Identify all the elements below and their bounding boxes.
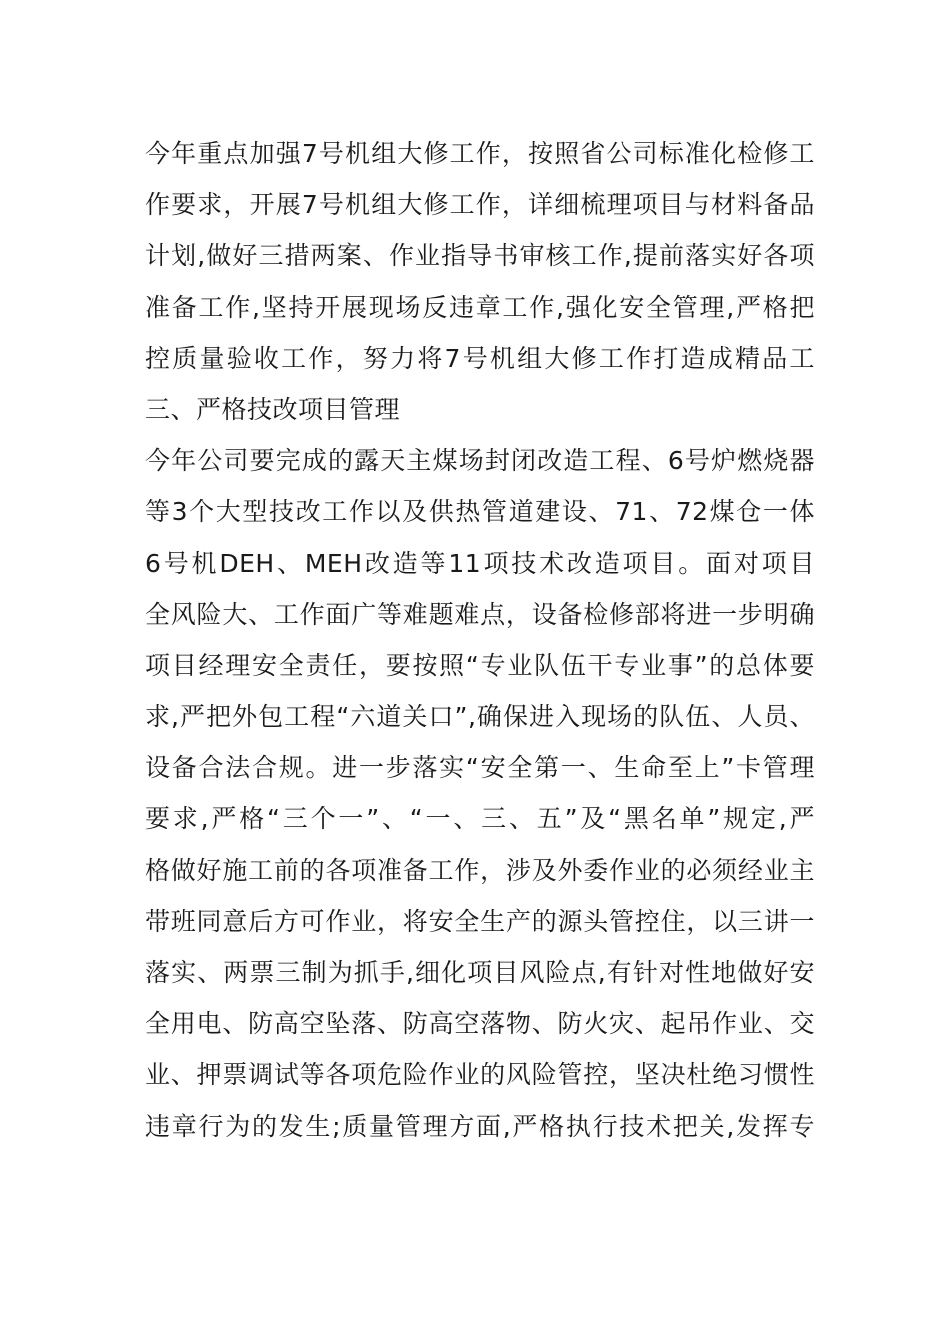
text-line: 违章行为的发生;质量管理方面,严格执行技术把关,发挥专 xyxy=(145,1111,815,1141)
text-line: 要求,严格“三个一”、“一、三、五”及“黑名单”规定,严 xyxy=(145,804,815,834)
text-line: 今年公司要完成的露天主煤场封闭改造工程、6号炉燃烧器 xyxy=(145,446,815,476)
text-line: 项目经理安全责任，要按照“专业队伍干专业事”的总体要 xyxy=(145,650,815,680)
section-heading: 三、严格技改项目管理 xyxy=(145,394,401,424)
paragraph-maintenance xyxy=(145,128,815,384)
text-line: 准备工作,坚持开展现场反违章工作,强化安全管理,严格把 xyxy=(145,292,815,322)
document-body xyxy=(145,128,815,1152)
text-line: 设备合法合规。进一步落实“安全第一、生命至上”卡管理 xyxy=(145,753,815,783)
text-line: 全用电、防高空坠落、防高空落物、防火灾、起吊作业、交 xyxy=(145,1009,815,1039)
text-line: 带班同意后方可作业，将安全生产的源头管控住，以三讲一 xyxy=(145,906,815,936)
text-line: 格做好施工前的各项准备工作，涉及外委作业的必须经业主 xyxy=(145,855,815,885)
text-line: 控质量验收工作，努力将7号机组大修工作打造成精品工 xyxy=(145,343,815,373)
text-line: 等3个大型技改工作以及供热管道建设、71、72煤仓一体 xyxy=(145,497,815,527)
text-line: 落实、两票三制为抓手,细化项目风险点,有针对性地做好安 xyxy=(145,958,815,987)
text-line: 6号机DEH、MEH改造等11项技术改造项目。面对项目 xyxy=(145,548,815,578)
text-line: 计划,做好三措两案、作业指导书审核工作,提前落实好各项 xyxy=(145,241,815,271)
text-line: 作要求，开展7号机组大修工作，详细梳理项目与材料备品 xyxy=(145,190,815,220)
paragraph-retrofit-projects xyxy=(145,435,815,1152)
text-line: 全风险大、工作面广等难题难点，设备检修部将进一步明确 xyxy=(145,599,815,629)
text-line: 业、押票调试等各项危险作业的风险管控，坚决杜绝习惯性 xyxy=(145,1060,815,1090)
text-line: 今年重点加强7号机组大修工作，按照省公司标准化检修工 xyxy=(145,139,815,168)
text-line: 求,严把外包工程“六道关口”,确保进入现场的队伍、人员、 xyxy=(145,702,815,732)
